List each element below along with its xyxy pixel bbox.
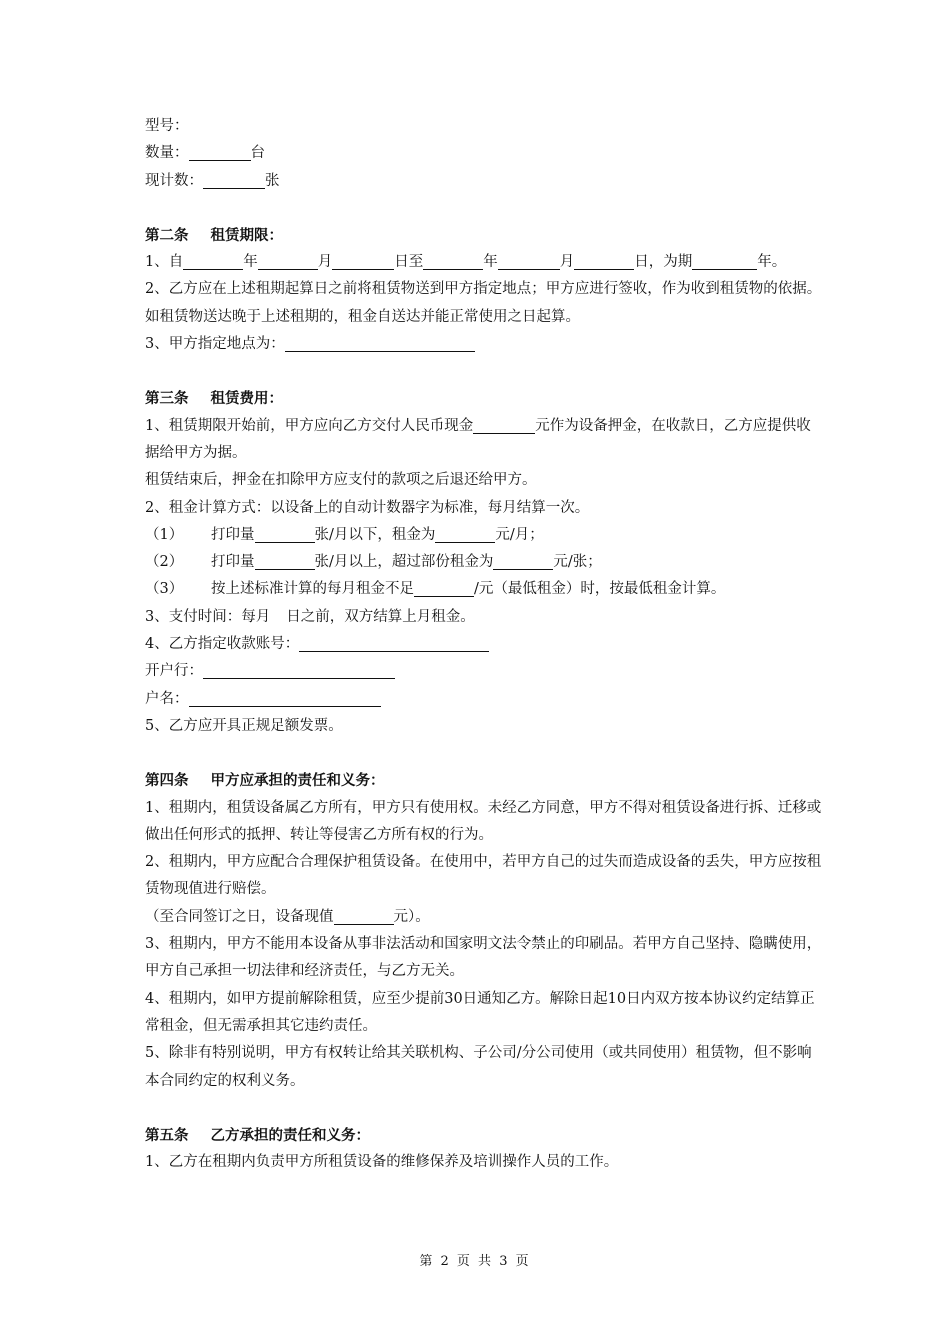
holder-blank[interactable] <box>189 689 381 707</box>
deposit-clause: 1、租赁期限开始前，甲方应向乙方交付人民币现金 元作为设备押金，在收款日，乙方应提供收据给甲方为据。 <box>145 417 811 461</box>
start-month-blank[interactable] <box>258 252 318 270</box>
end-month-blank[interactable] <box>498 252 560 270</box>
device-value-line: （至合同签订之日，设备现值 元）。 <box>145 908 430 925</box>
device-value-blank[interactable] <box>334 907 394 925</box>
protection-clause: 2、租期内，甲方应配合合理保护租赁设备。在使用中，若甲方自己的过失而造成设备的丢失，甲方应按租赁物现值进行赔偿。 <box>145 854 822 898</box>
duration-blank[interactable] <box>692 252 757 270</box>
invoice-clause: 5、乙方应开具正规足额发票。 <box>145 717 343 734</box>
account-blank[interactable] <box>299 634 489 652</box>
start-year-blank[interactable] <box>183 252 243 270</box>
rent-item-3: （3） 按上述标准计算的每月租金不足 /元（最低租金）时，按最低租金计算。 <box>145 581 726 598</box>
model-line: 型号： <box>145 118 189 134</box>
early-termination-clause: 4、租期内，如甲方提前解除租赁，应至少提前30日通知乙方。解除日起10日内双方按本协议约定结算正常租金，但无需承担其它违约责任。 <box>145 990 815 1034</box>
print-volume-blank-1[interactable] <box>255 525 315 543</box>
start-day-blank[interactable] <box>332 252 394 270</box>
bank-line: 开户行： <box>145 658 825 685</box>
end-day-blank[interactable] <box>574 252 634 270</box>
maintenance-clause: 1、乙方在租期内负责甲方所租赁设备的维修保养及培训操作人员的工作。 <box>145 1154 619 1171</box>
rent-calc-clause: 2、租金计算方式：以设备上的自动计数器字为标准，每月结算一次。 <box>145 499 590 516</box>
late-delivery-clause: 如租赁物送达晚于上述租期的，租金自送达并能正常使用之日起算。 <box>145 308 580 325</box>
deposit-refund-clause: 租赁结束后，押金在扣除甲方应支付的款项之后退还给甲方。 <box>145 472 537 489</box>
page-number-footer: 第 2 页 共 3 页 <box>419 1254 531 1269</box>
quantity-line: 数量： 台 <box>145 145 265 162</box>
counter-line: 现计数： 张 <box>145 172 280 189</box>
article-3-heading: 第三条 租赁费用： <box>145 390 283 408</box>
payment-time-line: 3、支付时间：每月 日之前，双方结算上月租金。 <box>145 608 475 625</box>
article-4-heading: 第四条 甲方应承担的责任和义务： <box>145 772 385 790</box>
end-year-blank[interactable] <box>423 252 483 270</box>
rent-item-1: （1） 打印量 张/月以下，租金为 元/月； <box>145 526 544 543</box>
account-holder-line: 户名： <box>145 686 825 713</box>
delivery-location-line: 3、甲方指定地点为： <box>145 331 825 358</box>
quantity-blank[interactable] <box>189 143 251 161</box>
article-2-heading: 第二条 租赁期限： <box>145 226 283 244</box>
location-blank[interactable] <box>285 334 475 352</box>
excess-rate-blank[interactable] <box>493 552 553 570</box>
deposit-blank[interactable] <box>473 416 535 434</box>
delivery-clause: 2、乙方应在上述租期起算日之前将租赁物送到甲方指定地点；甲方应进行签收，作为收到租赁物的依据。 <box>145 281 822 298</box>
ownership-clause: 1、租期内，租赁设备属乙方所有，甲方只有使用权。未经乙方同意，甲方不得对租赁设备进行拆、迁移或做出任何形式的抵押、转让等侵害乙方所有权的行为。 <box>145 799 822 843</box>
counter-blank[interactable] <box>203 171 265 189</box>
lease-term-line: 1、自 年 月 日至 年 月 日，为期 年。 <box>145 254 787 271</box>
contract-body <box>145 113 825 1176</box>
account-line: 4、乙方指定收款账号： <box>145 631 825 658</box>
minimum-rent-blank[interactable] <box>414 579 474 597</box>
illegal-use-clause: 3、租期内，甲方不能用本设备从事非法活动和国家明文法令禁止的印刷品。若甲方自己坚持、隐瞒使用，甲方自己承担一切法律和经济责任，与乙方无关。 <box>145 936 822 980</box>
transfer-clause: 5、除非有特别说明，甲方有权转让给其关联机构、子公司/分公司使用（或共同使用）租赁物，但不影响本合同约定的权利义务。 <box>145 1045 812 1089</box>
bank-blank[interactable] <box>203 661 395 679</box>
rent-item-2: （2） 打印量 张/月以上，超过部份租金为 元/张； <box>145 554 602 571</box>
article-5-heading: 第五条 乙方承担的责任和义务： <box>145 1126 370 1144</box>
monthly-rent-blank[interactable] <box>435 525 495 543</box>
print-volume-blank-2[interactable] <box>255 552 315 570</box>
